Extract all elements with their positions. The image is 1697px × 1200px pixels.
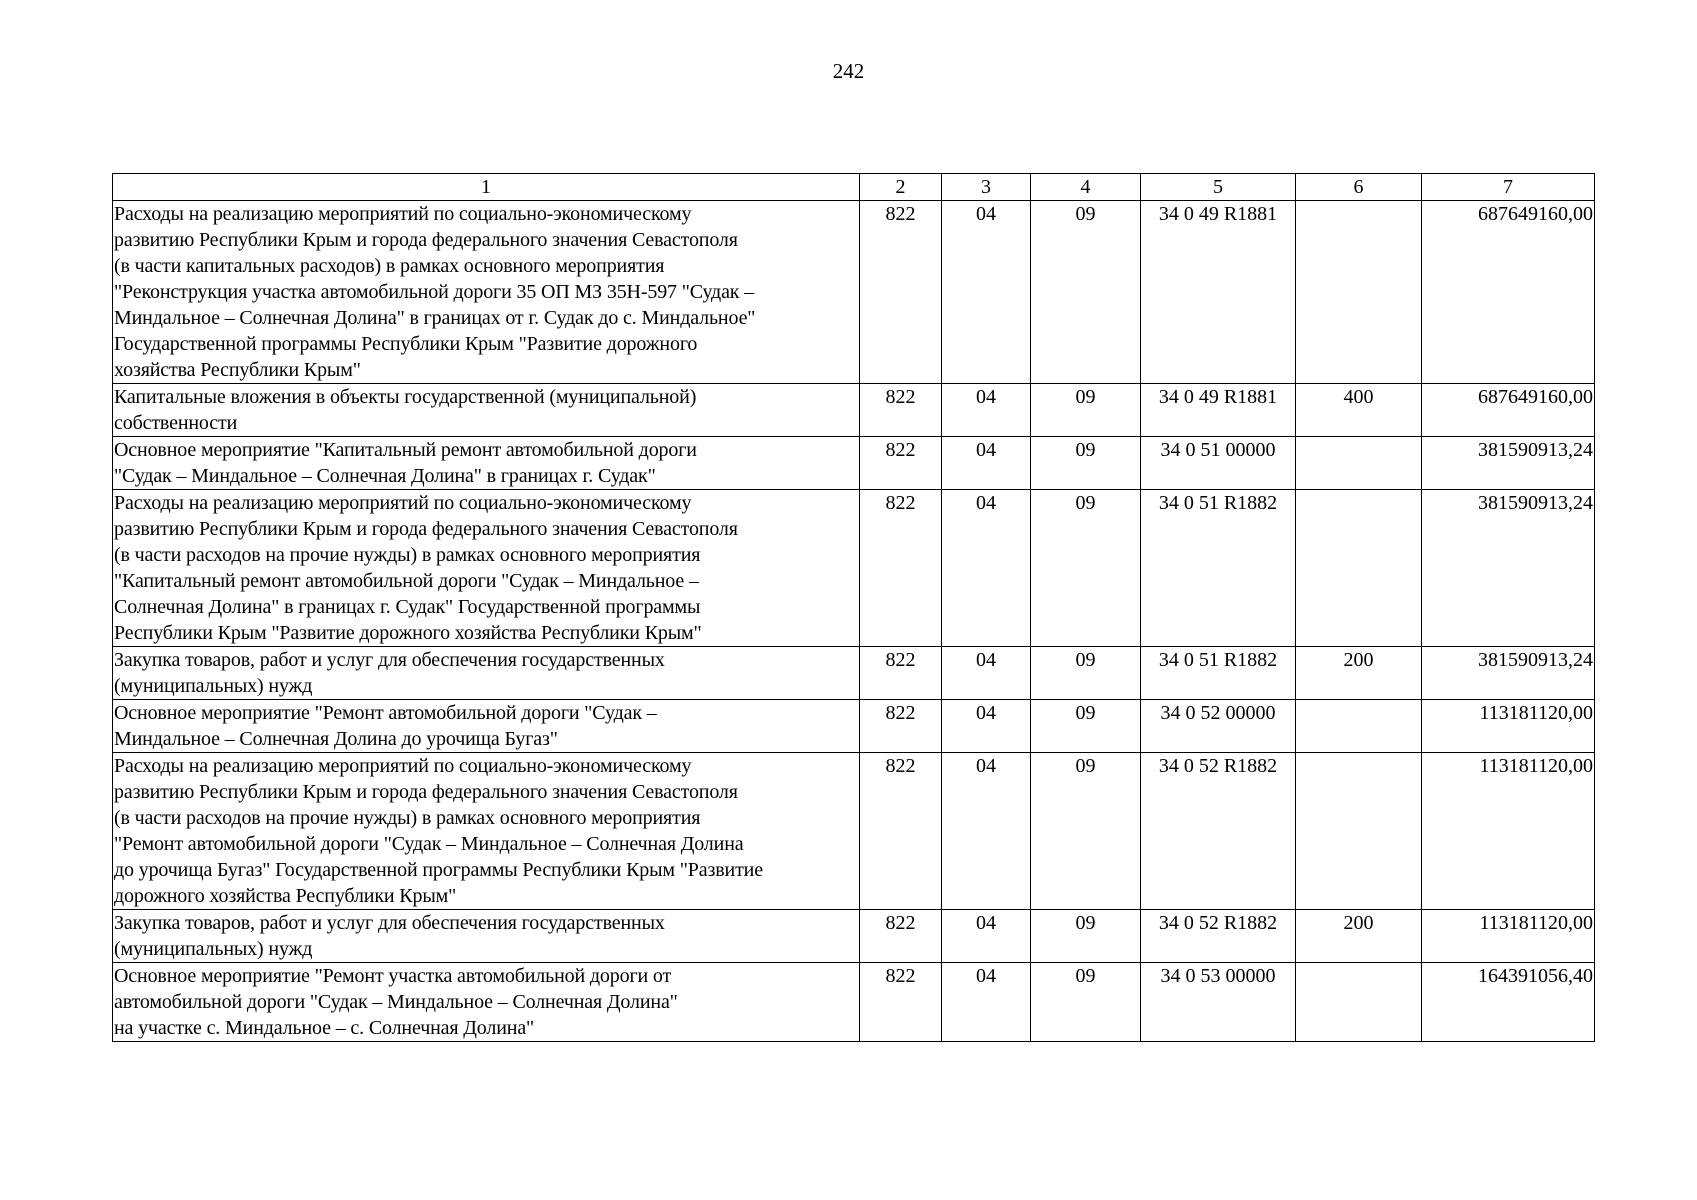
row-col-5: 34 0 51 R1882 bbox=[1141, 647, 1296, 700]
row-amount: 381590913,24 bbox=[1422, 490, 1595, 647]
row-col-4: 09 bbox=[1031, 963, 1141, 1042]
row-col-2: 822 bbox=[860, 384, 942, 437]
row-amount: 687649160,00 bbox=[1422, 201, 1595, 384]
table-row bbox=[113, 490, 1595, 647]
row-col-3: 04 bbox=[942, 437, 1031, 490]
row-col-2: 822 bbox=[860, 700, 942, 753]
header-col-3: 3 bbox=[942, 174, 1031, 201]
header-col-1: 1 bbox=[113, 174, 860, 201]
row-col-4: 09 bbox=[1031, 753, 1141, 910]
row-col-4: 09 bbox=[1031, 384, 1141, 437]
row-name: Расходы на реализацию мероприятий по социально-экономическому развитию Республики Крым и города федерального значения Севастополя (в части расходов на прочие нужды) в рамках основного мероприятия "Ремонт автомобильной дороги "Судак – Миндальное – Солнечная Долина до урочища Бугаз" Государственной программы Республики Крым "Развитие дорожного хозяйства Республики Крым" bbox=[113, 753, 860, 910]
row-col-3: 04 bbox=[942, 201, 1031, 384]
row-col-4: 09 bbox=[1031, 201, 1141, 384]
table-row bbox=[113, 910, 1595, 963]
row-col-6 bbox=[1296, 490, 1422, 647]
table-row bbox=[113, 753, 1595, 910]
row-col-5: 34 0 52 R1882 bbox=[1141, 753, 1296, 910]
row-col-5: 34 0 49 R1881 bbox=[1141, 201, 1296, 384]
row-col-5: 34 0 52 00000 bbox=[1141, 700, 1296, 753]
row-col-5: 34 0 51 R1882 bbox=[1141, 490, 1296, 647]
row-col-3: 04 bbox=[942, 753, 1031, 910]
row-col-2: 822 bbox=[860, 201, 942, 384]
row-col-2: 822 bbox=[860, 963, 942, 1042]
row-name: Расходы на реализацию мероприятий по социально-экономическому развитию Республики Крым и города федерального значения Севастополя (в части расходов на прочие нужды) в рамках основного мероприятия "Капитальный ремонт автомобильной дороги "Судак – Миндальное – Солнечная Долина" в границах г. Судак" Государственной программы Республики Крым "Развитие дорожного хозяйства Республики Крым" bbox=[113, 490, 860, 647]
row-name: Расходы на реализацию мероприятий по социально-экономическому развитию Республики Крым и города федерального значения Севастополя (в части капитальных расходов) в рамках основного мероприятия "Реконструкция участка автомобильной дороги 35 ОП МЗ 35Н-597 "Судак – Миндальное – Солнечная Долина" в границах от г. Судак до с. Миндальное" Государственной программы Республики Крым "Развитие дорожного хозяйства Республики Крым" bbox=[113, 201, 860, 384]
row-col-6 bbox=[1296, 437, 1422, 490]
table-row bbox=[113, 201, 1595, 384]
row-col-6: 200 bbox=[1296, 647, 1422, 700]
row-name: Закупка товаров, работ и услуг для обеспечения государственных (муниципальных) нужд bbox=[113, 647, 860, 700]
row-name: Основное мероприятие "Капитальный ремонт автомобильной дороги "Судак – Миндальное – Солнечная Долина" в границах г. Судак" bbox=[113, 437, 860, 490]
row-name: Основное мероприятие "Ремонт автомобильной дороги "Судак – Миндальное – Солнечная Долина до урочища Бугаз" bbox=[113, 700, 860, 753]
budget-table bbox=[112, 173, 1595, 1042]
header-col-5: 5 bbox=[1141, 174, 1296, 201]
header-col-6: 6 bbox=[1296, 174, 1422, 201]
row-col-2: 822 bbox=[860, 647, 942, 700]
row-col-5: 34 0 53 00000 bbox=[1141, 963, 1296, 1042]
row-amount: 113181120,00 bbox=[1422, 753, 1595, 910]
table-row bbox=[113, 700, 1595, 753]
header-col-7: 7 bbox=[1422, 174, 1595, 201]
row-col-6 bbox=[1296, 700, 1422, 753]
row-col-3: 04 bbox=[942, 384, 1031, 437]
row-col-4: 09 bbox=[1031, 700, 1141, 753]
table-row bbox=[113, 437, 1595, 490]
row-col-4: 09 bbox=[1031, 490, 1141, 647]
row-col-6: 200 bbox=[1296, 910, 1422, 963]
row-col-3: 04 bbox=[942, 910, 1031, 963]
row-col-5: 34 0 52 R1882 bbox=[1141, 910, 1296, 963]
row-col-3: 04 bbox=[942, 700, 1031, 753]
row-col-4: 09 bbox=[1031, 910, 1141, 963]
table-row bbox=[113, 647, 1595, 700]
row-col-6 bbox=[1296, 753, 1422, 910]
row-name: Закупка товаров, работ и услуг для обеспечения государственных (муниципальных) нужд bbox=[113, 910, 860, 963]
row-col-4: 09 bbox=[1031, 647, 1141, 700]
row-amount: 113181120,00 bbox=[1422, 700, 1595, 753]
row-amount: 381590913,24 bbox=[1422, 437, 1595, 490]
row-col-5: 34 0 51 00000 bbox=[1141, 437, 1296, 490]
row-col-4: 09 bbox=[1031, 437, 1141, 490]
row-col-2: 822 bbox=[860, 910, 942, 963]
row-col-3: 04 bbox=[942, 490, 1031, 647]
row-col-3: 04 bbox=[942, 963, 1031, 1042]
row-col-6 bbox=[1296, 201, 1422, 384]
row-col-5: 34 0 49 R1881 bbox=[1141, 384, 1296, 437]
row-col-6 bbox=[1296, 963, 1422, 1042]
row-col-2: 822 bbox=[860, 753, 942, 910]
row-col-3: 04 bbox=[942, 647, 1031, 700]
header-col-4: 4 bbox=[1031, 174, 1141, 201]
header-row bbox=[113, 174, 1595, 201]
row-col-6: 400 bbox=[1296, 384, 1422, 437]
table-row bbox=[113, 963, 1595, 1042]
table-row bbox=[113, 384, 1595, 437]
row-amount: 687649160,00 bbox=[1422, 384, 1595, 437]
row-name: Капитальные вложения в объекты государственной (муниципальной) собственности bbox=[113, 384, 860, 437]
page-number: 242 bbox=[832, 59, 865, 83]
row-name: Основное мероприятие "Ремонт участка автомобильной дороги от автомобильной дороги "Судак – Миндальное – Солнечная Долина" на участке с. Миндальное – с. Солнечная Долина" bbox=[113, 963, 860, 1042]
row-col-2: 822 bbox=[860, 437, 942, 490]
header-col-2: 2 bbox=[860, 174, 942, 201]
row-col-2: 822 bbox=[860, 490, 942, 647]
row-amount: 381590913,24 bbox=[1422, 647, 1595, 700]
row-amount: 164391056,40 bbox=[1422, 963, 1595, 1042]
row-amount: 113181120,00 bbox=[1422, 910, 1595, 963]
